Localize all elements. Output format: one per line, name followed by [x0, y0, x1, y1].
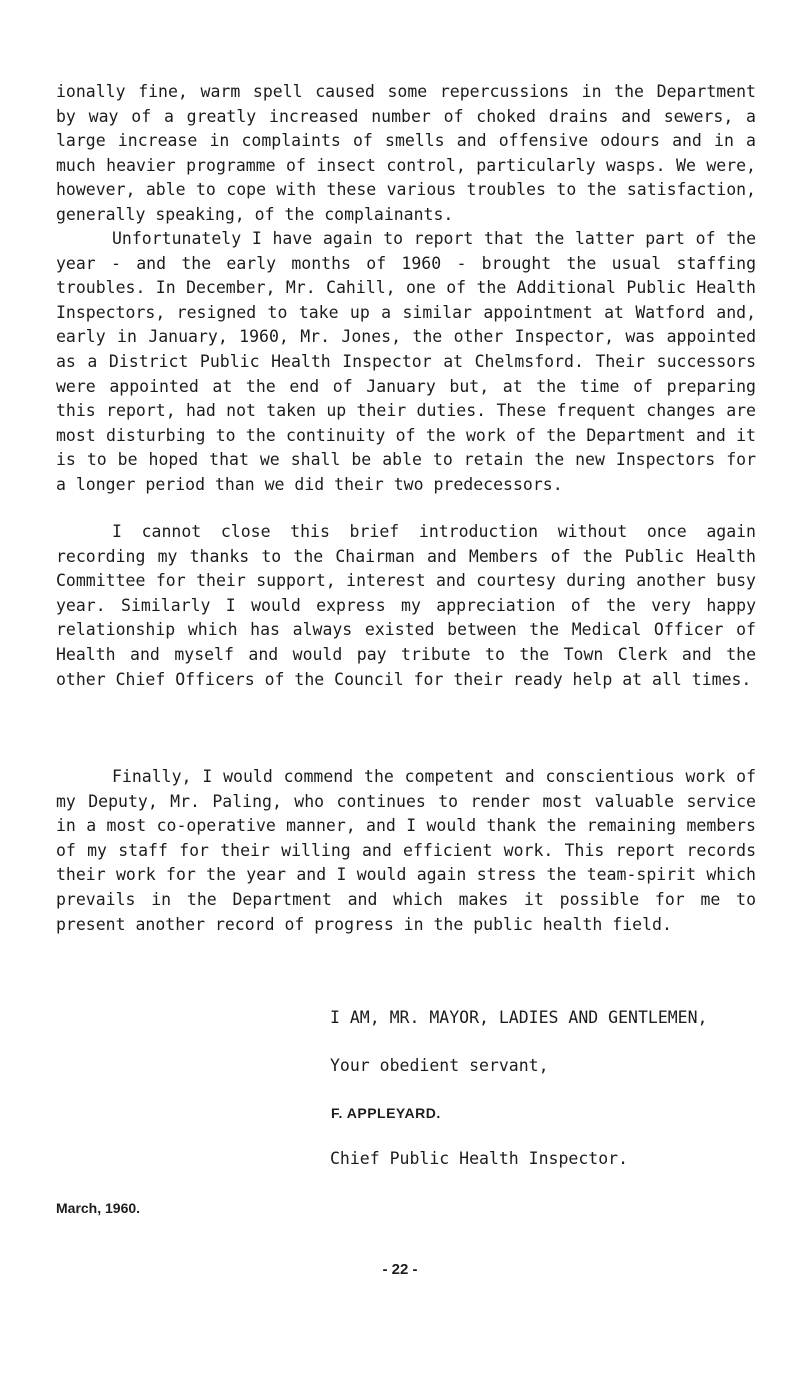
body-paragraph-2	[56, 227, 756, 498]
closing-servant-line: Your obedient servant,	[330, 1056, 549, 1075]
body-paragraph-1	[56, 80, 756, 228]
paragraph-2-text: Unfortunately I have again to report that the latter part of the year - and the early months of 1960 - brought the usual staffing troubles. In December, Mr. Cahill, one of the Additional Public Health Inspectors, resigned to take up a similar appointment at Watford and, early in January, 1960, Mr. Jones, the other Inspector, was appointed as a District Public Health Inspector at Chelmsford. Their successors were appointed at the end of January but, at the time of preparing this report, had not taken up their duties. These frequent changes are most disturbing to the continuity of the work of the Department and it is to be hoped that we shall be able to retain the new Inspectors for a longer period than we did their two predecessors.	[56, 229, 756, 494]
report-date: March, 1960.	[56, 1200, 141, 1216]
paragraph-3-text: I cannot close this brief introduction without once again recording my thanks to the Chairman and Members of the Public Health Committee for their support, interest and courtesy during another busy year. Similarly I would express my appreciation of the very happy relationship which has always existed between the Medical Officer of Health and myself and would pay tribute to the Town Clerk and the other Chief Officers of the Council for their ready help at all times.	[56, 522, 756, 689]
paragraph-4-text: Finally, I would commend the competent and conscientious work of my Deputy, Mr. Paling, who continues to render most valuable service in a most co-operative manner, and I would thank the remaining members of my staff for their willing and efficient work. This report records their work for the year and I would again stress the team-spirit which prevails in the Department and which makes it possible for me to present another record of progress in the public health field.	[56, 767, 756, 934]
signature-name: F. APPLEYARD.	[331, 1105, 441, 1121]
closing-salutation: I AM, MR. MAYOR, LADIES AND GENTLEMEN,	[330, 1008, 708, 1027]
body-paragraph-3	[56, 520, 756, 692]
paragraph-1-text: ionally fine, warm spell caused some repercussions in the Department by way of a greatly increased number of choked drains and sewers, a large increase in complaints of smells and offensive odours and in a much heavier programme of insect control, particularly wasps. We were, however, able to cope with these various troubles to the satisfaction, generally speaking, of the complainants.	[56, 82, 756, 224]
signatory-position: Chief Public Health Inspector.	[330, 1149, 629, 1168]
page-number: - 22 -	[382, 1261, 418, 1278]
body-paragraph-4	[56, 765, 756, 937]
